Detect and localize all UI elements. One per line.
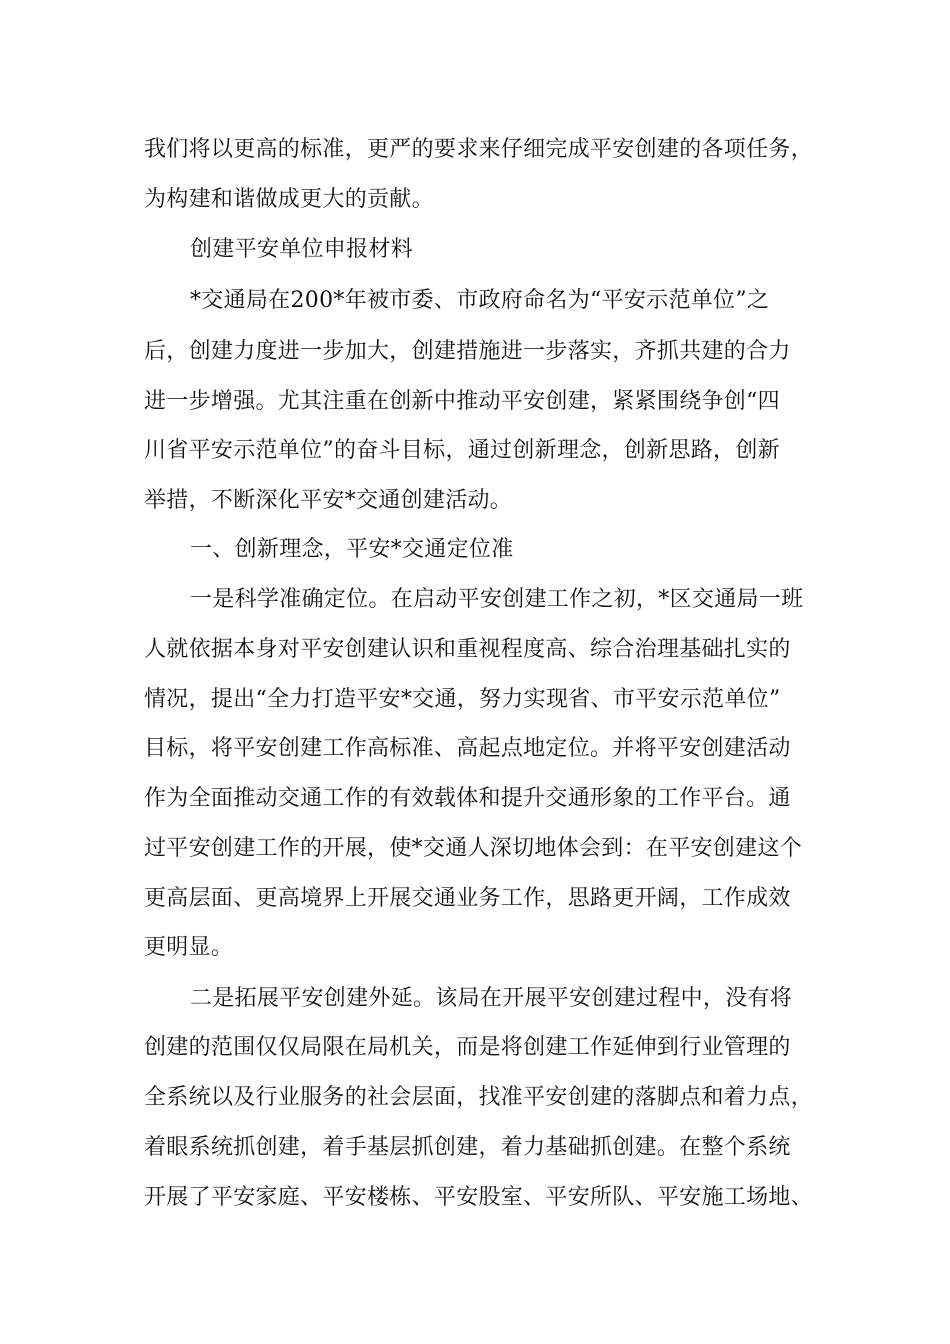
text-line: 更明显。	[144, 935, 234, 960]
text-line: 情况，提出“全力打造平安*交通，努力实现省、市平安示范单位”	[144, 687, 781, 712]
text-line: 目标，将平安创建工作高标准、高起点地定位。并将平安创建活动	[144, 736, 791, 761]
section-title: 创建平安单位申报材料	[190, 237, 414, 262]
text-line: 更高层面、更高境界上开展交通业务工作，思路更开阔，工作成效	[144, 886, 791, 911]
text-line: 为构建和谐做成更大的贡献。	[144, 187, 434, 212]
text-line: 举措，不断深化平安*交通创建活动。	[144, 488, 513, 513]
text-line: 川省平安示范单位”的奋斗目标，通过创新理念，创新思路，创新	[144, 438, 780, 463]
text-line: 进一步增强。尤其注重在创新中推动平安创建，紧紧围绕争创“四	[144, 389, 780, 414]
text-line: 后，创建力度进一步加大，创建措施进一步落实，齐抓共建的合力	[144, 339, 791, 364]
text-line: 着眼系统抓创建，着手基层抓创建，着力基础抓创建。在整个系统	[144, 1135, 791, 1160]
section-heading: 一、创新理念，平安*交通定位准	[190, 537, 514, 562]
text-line: 我们将以更高的标准，更严的要求来仔细完成平安创建的各项任务，	[144, 137, 814, 162]
text-line: 创建的范围仅仅局限在局机关，而是将创建工作延伸到行业管理的	[144, 1035, 791, 1060]
text-line: 全系统以及行业服务的社会层面，找准平安创建的落脚点和着力点，	[144, 1085, 814, 1110]
text-line: 二是拓展平安创建外延。该局在开展平安创建过程中，没有将	[190, 986, 793, 1011]
text-line: 人就依据本身对平安创建认识和重视程度高、综合治理基础扎实的	[144, 637, 791, 662]
text-line: 一是科学准确定位。在启动平安创建工作之初，*区交通局一班	[190, 587, 804, 612]
text-line: 作为全面推动交通工作的有效载体和提升交通形象的工作平台。通	[144, 786, 791, 811]
text-line: 过平安创建工作的开展，使*交通人深切地体会到：在平安创建这个	[144, 836, 803, 861]
text-line: 开展了平安家庭、平安楼栋、平安股室、平安所队、平安施工场地、	[144, 1185, 814, 1210]
text-line: *交通局在200*年被市委、市政府命名为“平安示范单位”之	[190, 288, 770, 313]
